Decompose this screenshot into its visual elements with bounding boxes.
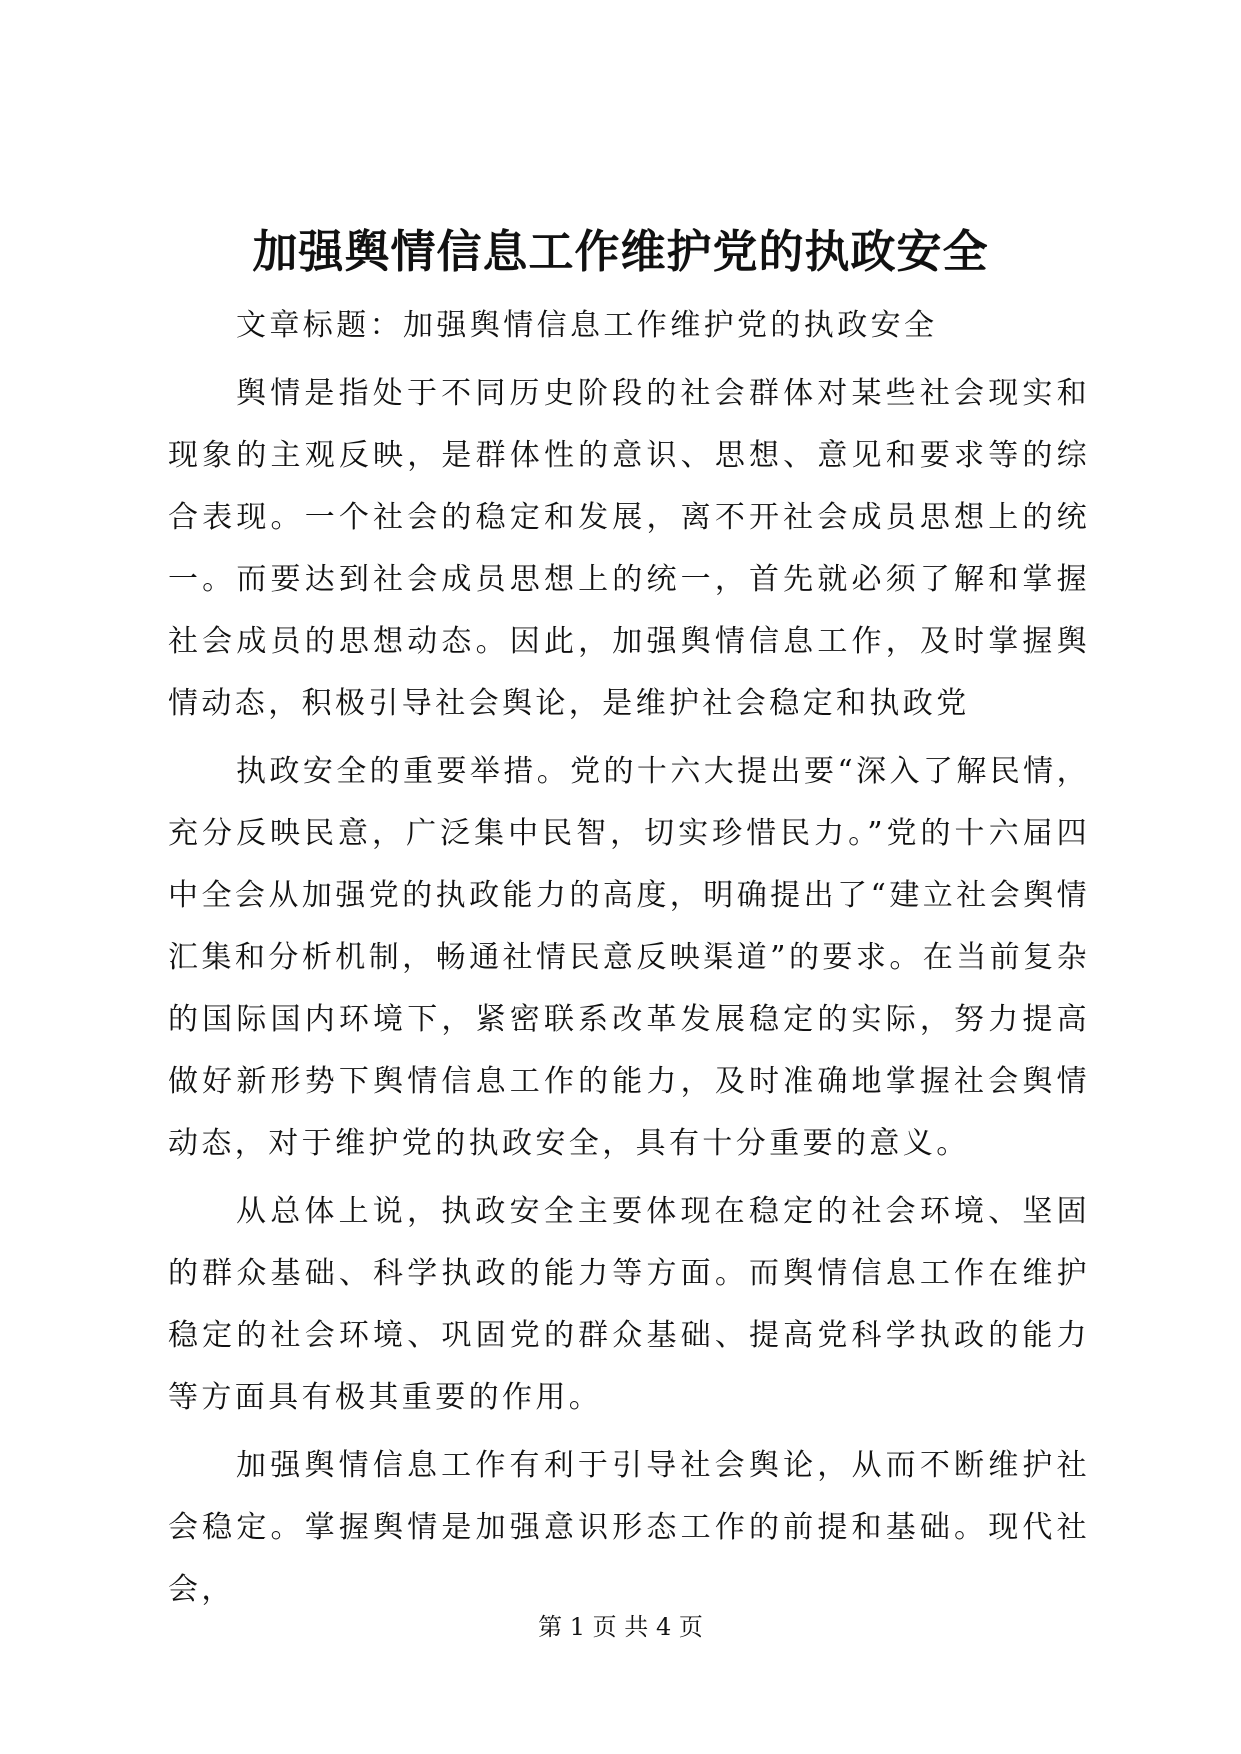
paragraph: 舆情是指处于不同历史阶段的社会群体对某些社会现实和现象的主观反映，是群体性的意识、思想、意见和要求等的综合表现。一个社会的稳定和发展，离不开社会成员思想上的统一。而要达到社会成员思想上的统一，首先就必须了解和掌握社会成员的思想动态。因此，加强舆情信息工作，及时掌握舆情动态，积极引导社会舆论，是维护社会稳定和执政党 [168, 376, 1090, 721]
paragraph: 加强舆情信息工作有利于引导社会舆论，从而不断维护社会稳定。掌握舆情是加强意识形态工作的前提和基础。现代社会， [168, 1448, 1090, 1607]
paragraph: 执政安全的重要举措。党的十六大提出要“深入了解民情，充分反映民意，广泛集中民智，切实珍惜民力。”党的十六届四中全会从加强党的执政能力的高度，明确提出了“建立社会舆情汇集和分析机制，畅通社情民意反映渠道”的要求。在当前复杂的国际国内环境下，紧密联系改革发展稳定的实际，努力提高做好新形势下舆情信息工作的能力，及时准确地掌握社会舆情动态，对于维护党的执政安全，具有十分重要的意义。 [168, 754, 1090, 1161]
paragraph-article-heading: 文章标题：加强舆情信息工作维护党的执政安全 [236, 308, 938, 343]
page-footer [0, 1612, 1241, 1642]
document-body [168, 295, 1090, 1621]
page-number-label: 第 1 页 共 4 页 [538, 1613, 703, 1641]
paragraph: 从总体上说，执政安全主要体现在稳定的社会环境、坚固的群众基础、科学执政的能力等方面。而舆情信息工作在维护稳定的社会环境、巩固党的群众基础、提高党科学执政的能力等方面具有极其重要的作用。 [168, 1194, 1090, 1415]
document-title: 加强舆情信息工作维护党的执政安全 [252, 225, 989, 278]
